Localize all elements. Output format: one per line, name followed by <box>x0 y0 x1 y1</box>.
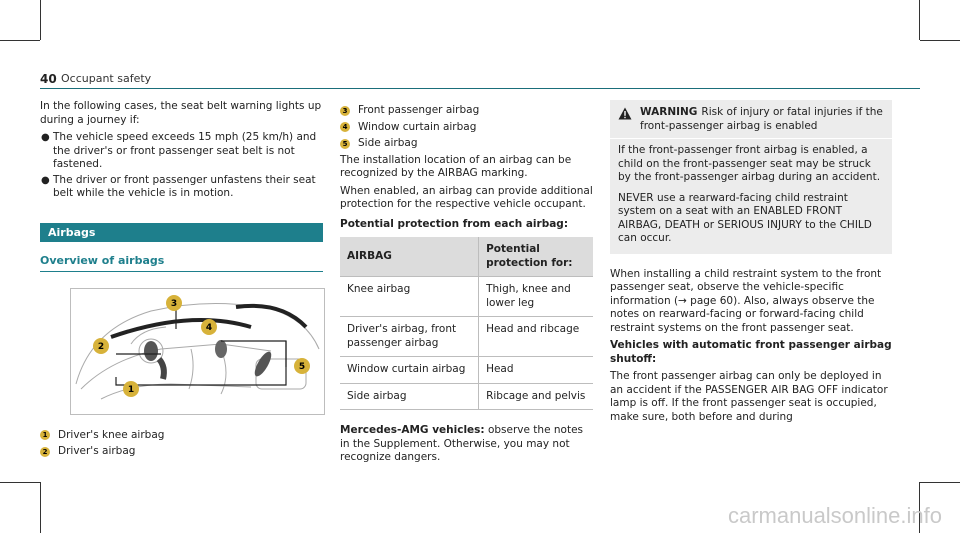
crop-mark <box>919 0 920 40</box>
callout-number-badge: 1 <box>40 430 50 440</box>
table-cell: Thigh, knee and lower leg <box>479 277 593 317</box>
section-title-bar: Airbags <box>40 223 323 243</box>
table-header-cell: Potential protection for: <box>479 237 593 277</box>
crop-mark <box>920 40 960 41</box>
warning-paragraph: If the front-passenger front airbag is enabled, a child on the front-passenger seat may be struck by the front-passenger airbag during an accident. <box>618 144 881 183</box>
column-2 <box>340 100 593 469</box>
callout-number-badge: 4 <box>340 122 350 132</box>
column-3 <box>610 100 892 428</box>
crop-mark <box>0 482 40 483</box>
bullet-icon: ● <box>41 174 50 186</box>
table-cell: Driver's airbag, front passenger airbag <box>340 317 479 357</box>
table-row <box>340 317 593 357</box>
amg-text: observe the notes in the Supplement. Otherwise, you may not recognize dangers. <box>340 424 584 463</box>
intro-paragraph: In the following cases, the seat belt warning lights up during a journey if: <box>40 100 322 126</box>
callout-list <box>340 104 593 151</box>
crop-mark <box>0 40 40 41</box>
column-1 <box>40 100 323 462</box>
body-paragraph: When installing a child restraint system to the front passenger seat, observe the vehicle-specific information (→ page 60). Also, always observe the notes on rearward-facing or forward-facing child restraint systems on the front passenger seat. <box>610 267 882 334</box>
bullet-list <box>40 131 323 201</box>
table-cell: Window curtain airbag <box>340 357 479 384</box>
list-item <box>40 174 323 201</box>
airbag-illustration <box>70 288 325 415</box>
subheading: Overview of airbags <box>40 254 323 272</box>
table-row <box>340 357 593 384</box>
callout-label: Side airbag <box>358 137 418 149</box>
table-header-cell: AIRBAG <box>340 237 479 277</box>
callout-number-badge: 3 <box>340 106 350 116</box>
body-paragraph: The installation location of an airbag can be recognized by the AIRBAG marking. <box>340 153 572 179</box>
crop-mark <box>920 482 960 483</box>
callout-list <box>40 429 323 459</box>
callout-number-badge: 2 <box>40 447 50 457</box>
crop-mark <box>40 0 41 40</box>
list-item <box>40 131 323 172</box>
list-item <box>340 104 593 118</box>
callout-number-badge: 5 <box>340 139 350 149</box>
callout-label: Driver's airbag <box>58 445 136 457</box>
crop-mark <box>40 482 41 533</box>
table-title: Potential protection from each airbag: <box>340 217 569 230</box>
page-section-title: Occupant safety <box>61 72 152 85</box>
table-header-row <box>340 237 593 277</box>
warning-header <box>610 100 892 139</box>
table-cell: Ribcage and pelvis <box>479 383 593 410</box>
page-number: 40 <box>40 72 57 86</box>
table-cell: Head <box>479 357 593 384</box>
header-rule <box>40 88 920 89</box>
table-cell: Head and ribcage <box>479 317 593 357</box>
table-row <box>340 383 593 410</box>
list-item <box>340 137 593 151</box>
table-row <box>340 277 593 317</box>
subsection-heading: Vehicles with automatic front passenger airbag shutoff: <box>610 339 892 365</box>
warning-body <box>610 139 892 254</box>
airbag-protection-table <box>340 237 593 410</box>
warning-box <box>610 100 892 254</box>
warning-triangle-icon <box>618 107 632 120</box>
warning-title <box>640 106 884 133</box>
bullet-icon: ● <box>41 132 50 143</box>
svg-text:2: 2 <box>97 341 105 352</box>
callout-label: Driver's knee airbag <box>58 428 165 441</box>
body-paragraph: The front passenger airbag can only be deployed in an accident if the PASSENGER AIR BAG OFF indicator lamp is off. If the front passenger seat is occupied, make sure, both before and during <box>610 370 888 423</box>
list-item <box>340 121 593 135</box>
svg-text:3: 3 <box>170 298 178 309</box>
car-interior-diagram <box>71 289 324 414</box>
body-paragraph: When enabled, an airbag can provide additional protection for the respective vehicle occupant. <box>340 184 593 210</box>
table-cell: Side airbag <box>340 383 479 410</box>
warning-label: WARNING <box>640 106 698 118</box>
callout-label: Front passenger airbag <box>358 104 480 116</box>
warning-paragraph: NEVER use a rearward-facing child restraint system on a seat with an ENABLED FRONT AIRBAG, DEATH or SERIOUS INJURY to the CHILD can occur. <box>618 191 872 244</box>
table-cell: Knee airbag <box>340 277 479 317</box>
callout-label: Window curtain airbag <box>358 120 477 133</box>
svg-text:5: 5 <box>298 361 306 372</box>
bullet-text: The driver or front passenger unfastens their seat belt while the vehicle is in motion. <box>53 173 316 199</box>
amg-note <box>340 424 593 465</box>
bullet-text: The vehicle speed exceeds 15 mph (25 km/h) and the driver's or front passenger seat belt is not fastened. <box>53 131 317 170</box>
watermark: carmanualsonline.info <box>727 503 942 528</box>
svg-text:4: 4 <box>205 322 213 333</box>
warning-title-text: Risk of injury or fatal injuries if the front-passenger airbag is enabled <box>640 106 883 132</box>
amg-label: Mercedes-AMG vehicles: <box>340 424 485 436</box>
list-item <box>40 445 323 459</box>
svg-text:1: 1 <box>127 384 135 395</box>
list-item <box>40 429 323 443</box>
